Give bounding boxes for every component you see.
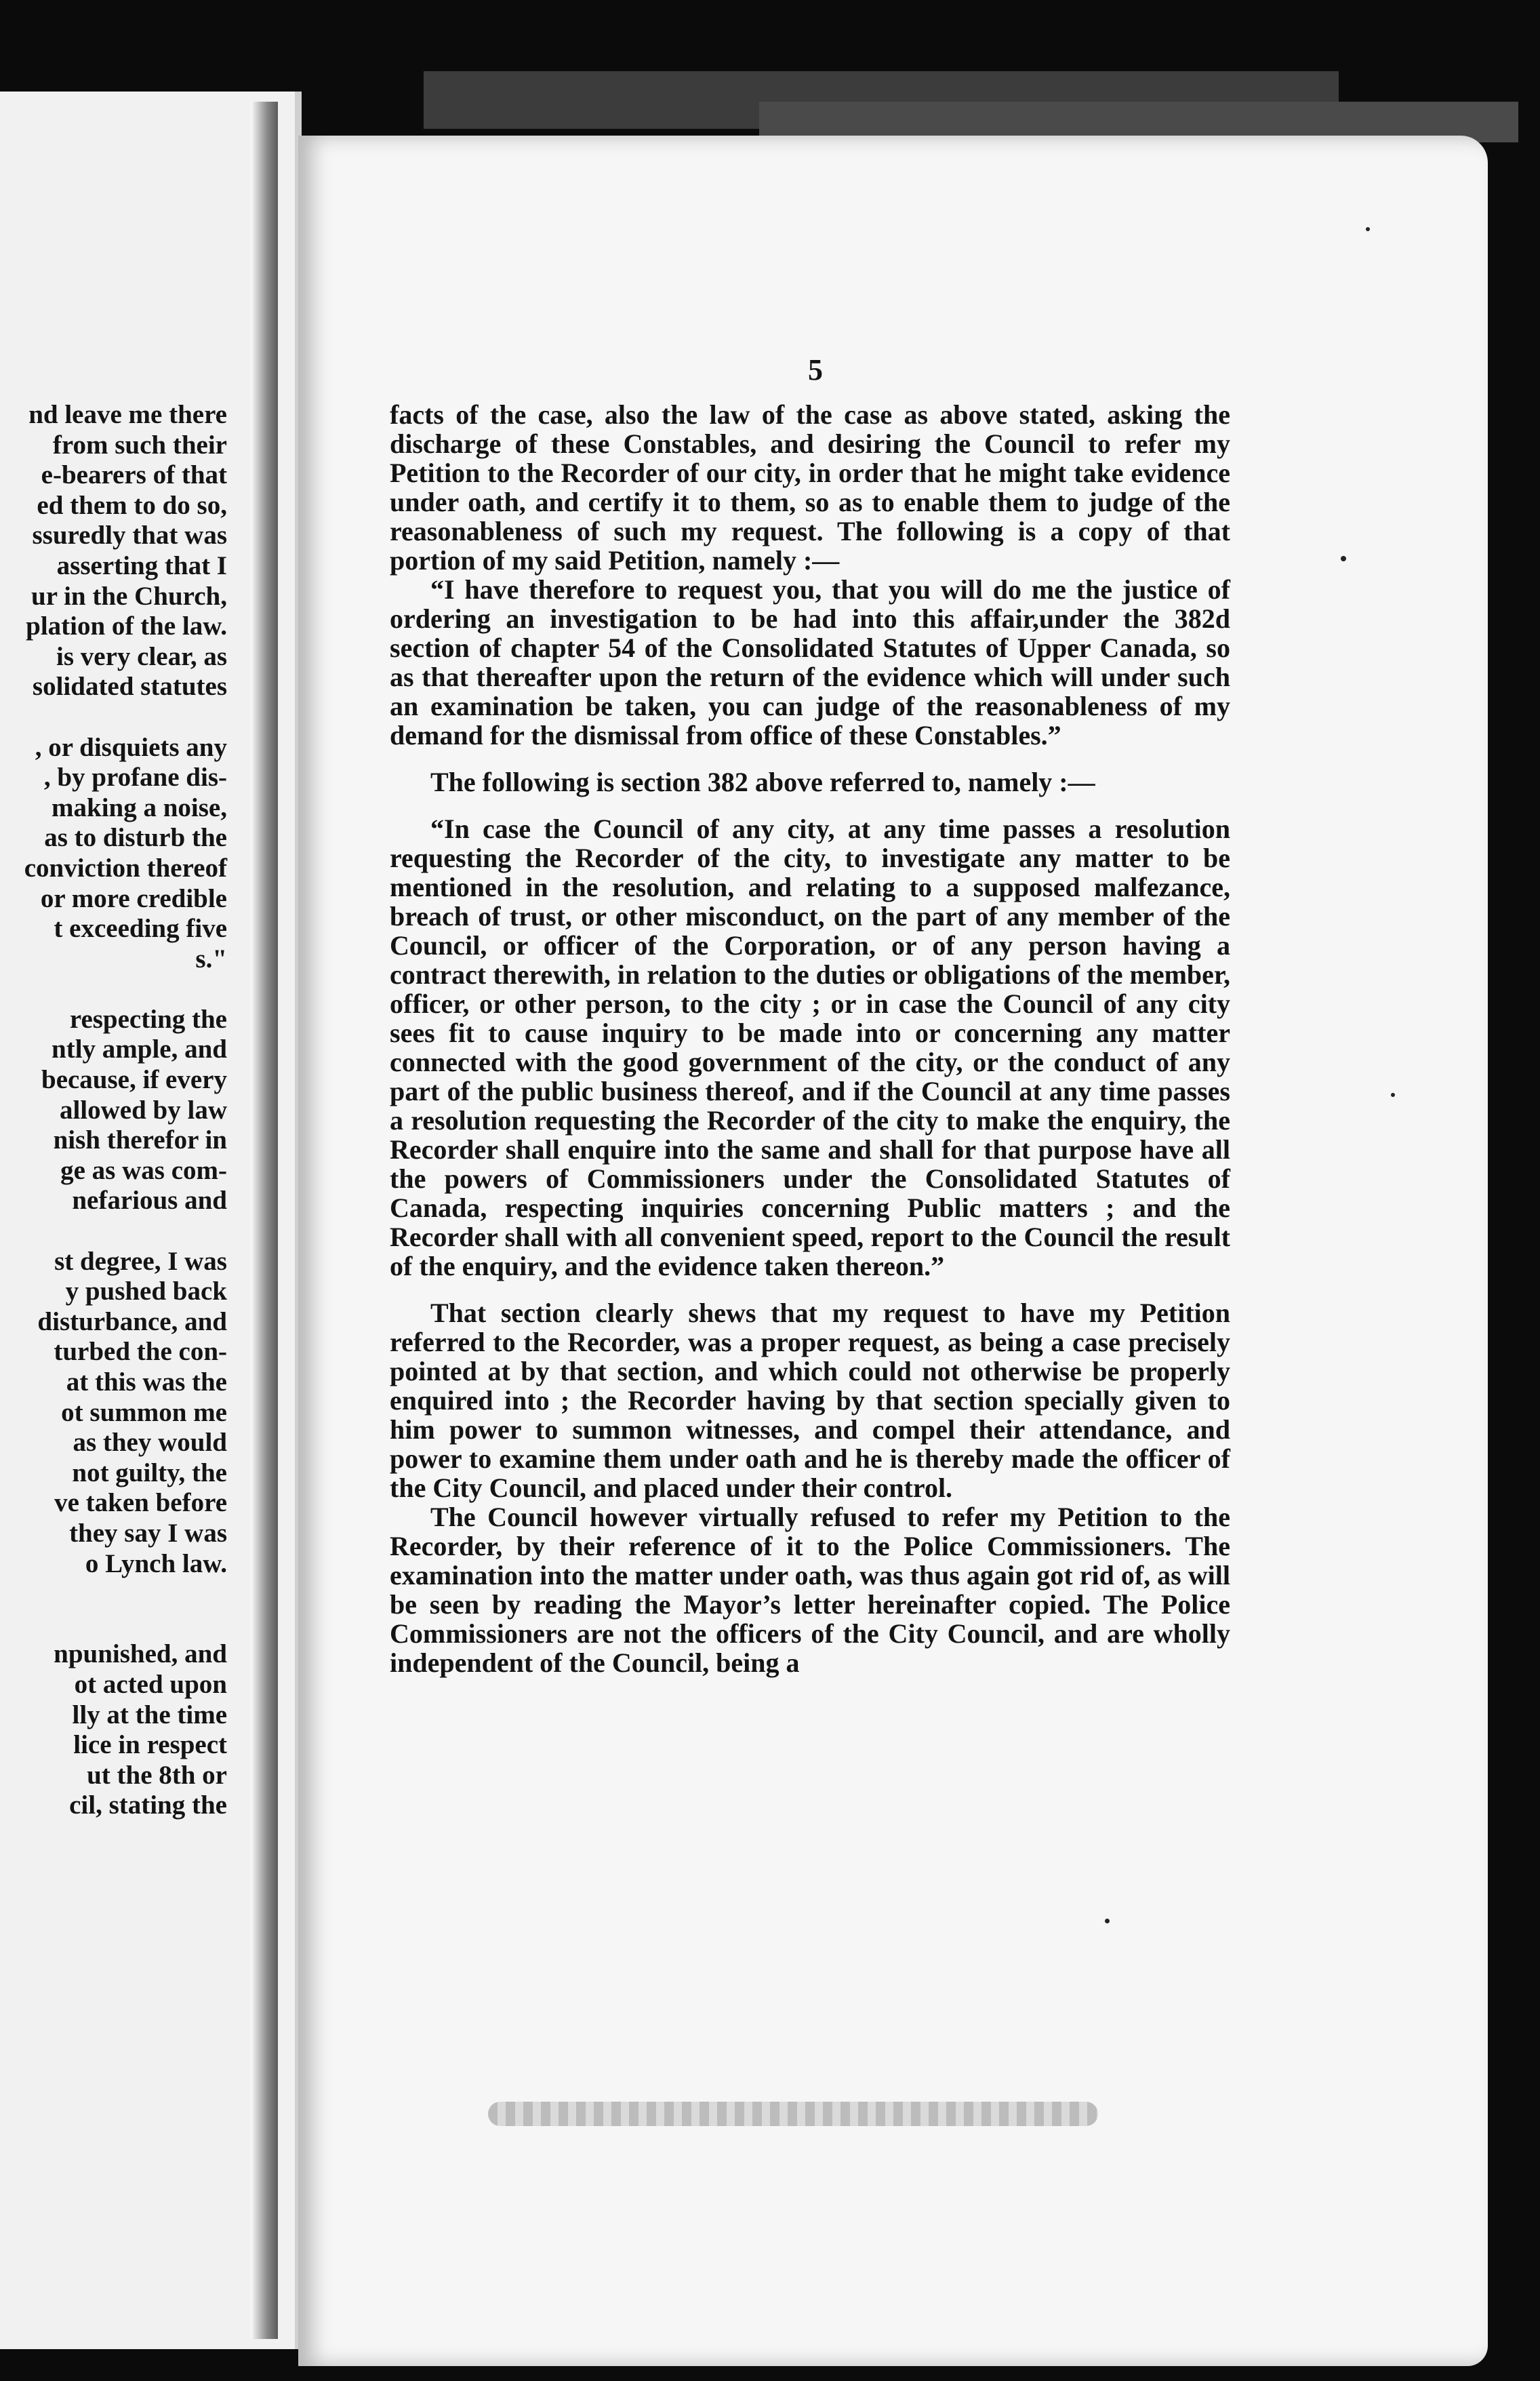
paragraph-5: That section clearly shews that my request to have my Petition referred to the Recorder, was a proper request, as being a case precisely pointed at by that section, and which could not otherwise be properly enquired into ; the Recorder having by that section specially given to him power to summon witnesses, and compel their attendance, and power to examine them under oath and he is thereby made the officer of the City Council, and placed under their control. (390, 1298, 1230, 1503)
previous-page-line: ntly ample, and (52, 1035, 227, 1064)
previous-page-line: y pushed back (65, 1277, 227, 1306)
previous-page-line: disturbance, and (37, 1306, 227, 1336)
previous-page-line: making a noise, (52, 793, 227, 822)
paragraph-4-section-quote: “In case the Council of any city, at any time passes a resolution requesting the Recorder of the city, to investigate any matter to be mentioned in the resolution, and relating to a supposed malfezance, breach of trust, or other misconduct, on the part of any member of the Council, or officer of the Corporation, or of any person having a contract therewith, in relation to the duties or obligations of the member, officer, or other person, to the city ; or in case the Council of any city sees fit to cause inquiry to be made into or concerning any matter connected with the good government of the city, or the conduct of any part of the public business thereof, and if the Council at any time passes a resolution requesting the Recorder of the city to make the enquiry, the Recorder shall enquire into the same and shall for that purpose have all the powers of Commissioners under the Consolidated Statutes of Canada, respecting inquiries concerning Public matters ; and the Recorder shall with all convenient speed, report to the Council the result of the enquiry, and the evidence taken thereon.” (390, 814, 1230, 1281)
previous-page-line: as to disturb the (44, 823, 227, 853)
previous-page-line: ut the 8th or (87, 1760, 227, 1790)
previous-page-line: cil, stating the (69, 1790, 227, 1820)
previous-page-line: as they would (73, 1428, 227, 1458)
previous-page-line: nd leave me there (28, 400, 227, 429)
previous-page-line: , or disquiets any (35, 732, 227, 762)
previous-page-line: ve taken before (54, 1488, 227, 1518)
previous-page-line: nefarious and (72, 1186, 227, 1216)
previous-page-line: ed them to do so, (37, 490, 227, 520)
previous-page-line: plation of the law. (26, 612, 227, 641)
dust-speck (1366, 227, 1370, 231)
previous-page-line: ge as was com- (60, 1155, 227, 1185)
paragraph-2-petition-quote: “I have therefore to request you, that you will do me the justice of ordering an investigation to be had into this affair,under the 382d section of chapter 54 of the Consolidated Statutes of Upper Canada, so as that thereafter upon the return of the evidence which will under such an examination be taken, you can judge of the reasonableness of my demand for the dismissal from office of these Constables.” (390, 574, 1230, 751)
previous-page-line: ot acted upon (74, 1669, 227, 1699)
page-smudge (488, 2102, 1098, 2126)
paragraph-3: The following is section 382 above referred to, namely :— (430, 767, 1095, 797)
book-gutter (251, 102, 278, 2339)
previous-page-line (0, 702, 227, 733)
previous-page-line: turbed the con- (54, 1337, 227, 1367)
previous-page-line: ur in the Church, (31, 581, 227, 611)
previous-page-line: npunished, and (54, 1639, 227, 1669)
previous-page-line: ot summon me (61, 1397, 227, 1427)
previous-page-line (0, 1579, 227, 1609)
previous-page-line: is very clear, as (56, 641, 227, 671)
previous-page-line (0, 1609, 227, 1640)
previous-page-line: nish therefor in (53, 1125, 227, 1155)
dust-speck (1391, 1093, 1395, 1097)
previous-page-text (0, 400, 227, 1821)
previous-page-line: e-bearers of that (41, 460, 227, 490)
paragraph-1: facts of the case, also the law of the case as above stated, asking the discharge of these Constables, and desiring the Council to refer my Petition to the Recorder of our city, in order that he might take evidence under oath, and certify it to them, so as to enable them to judge of the reasonableness of such my request. The following is a copy of that portion of my said Petition, namely :— (390, 399, 1230, 576)
paragraph-6: The Council however virtually refused to refer my Petition to the Recorder, by their reference of it to the Police Commissioners. The examination into the matter under oath, was thus again got rid of, as will be seen by reading the Mayor’s letter hereinafter copied. The Police Commissioners are not the officers of the City Council, and are wholly independent of the Council, being a (390, 1502, 1230, 1678)
previous-page-line: t exceeding five (54, 914, 227, 944)
previous-page-line: at this was the (66, 1367, 227, 1397)
previous-page-line (0, 974, 227, 1005)
previous-page-line: they say I was (69, 1518, 227, 1548)
previous-page-line (0, 1216, 227, 1247)
previous-page-line: , by profane dis- (43, 763, 227, 793)
dust-speck (1105, 1919, 1110, 1923)
previous-page-line: o Lynch law. (85, 1548, 227, 1578)
previous-page-line: or more credible (40, 883, 227, 913)
previous-page-line: lly at the time (72, 1700, 227, 1729)
previous-page-line: ssuredly that was (32, 521, 227, 551)
page-number: 5 (808, 353, 823, 386)
previous-page-line: respecting the (69, 1004, 227, 1034)
previous-page-line: s." (195, 944, 227, 974)
previous-page-line: solidated statutes (32, 672, 227, 702)
previous-page-line: st degree, I was (54, 1246, 227, 1276)
previous-page-line: because, if every (41, 1065, 227, 1095)
page-body (390, 400, 1230, 1677)
previous-page-line: allowed by law (59, 1095, 227, 1125)
previous-page-line: from such their (52, 430, 227, 460)
previous-page-line: conviction thereof (24, 853, 227, 883)
dust-speck (1341, 556, 1346, 561)
previous-page-line: lice in respect (73, 1730, 227, 1760)
previous-page-line: asserting that I (56, 551, 227, 580)
previous-page-line: not guilty, the (72, 1458, 227, 1487)
